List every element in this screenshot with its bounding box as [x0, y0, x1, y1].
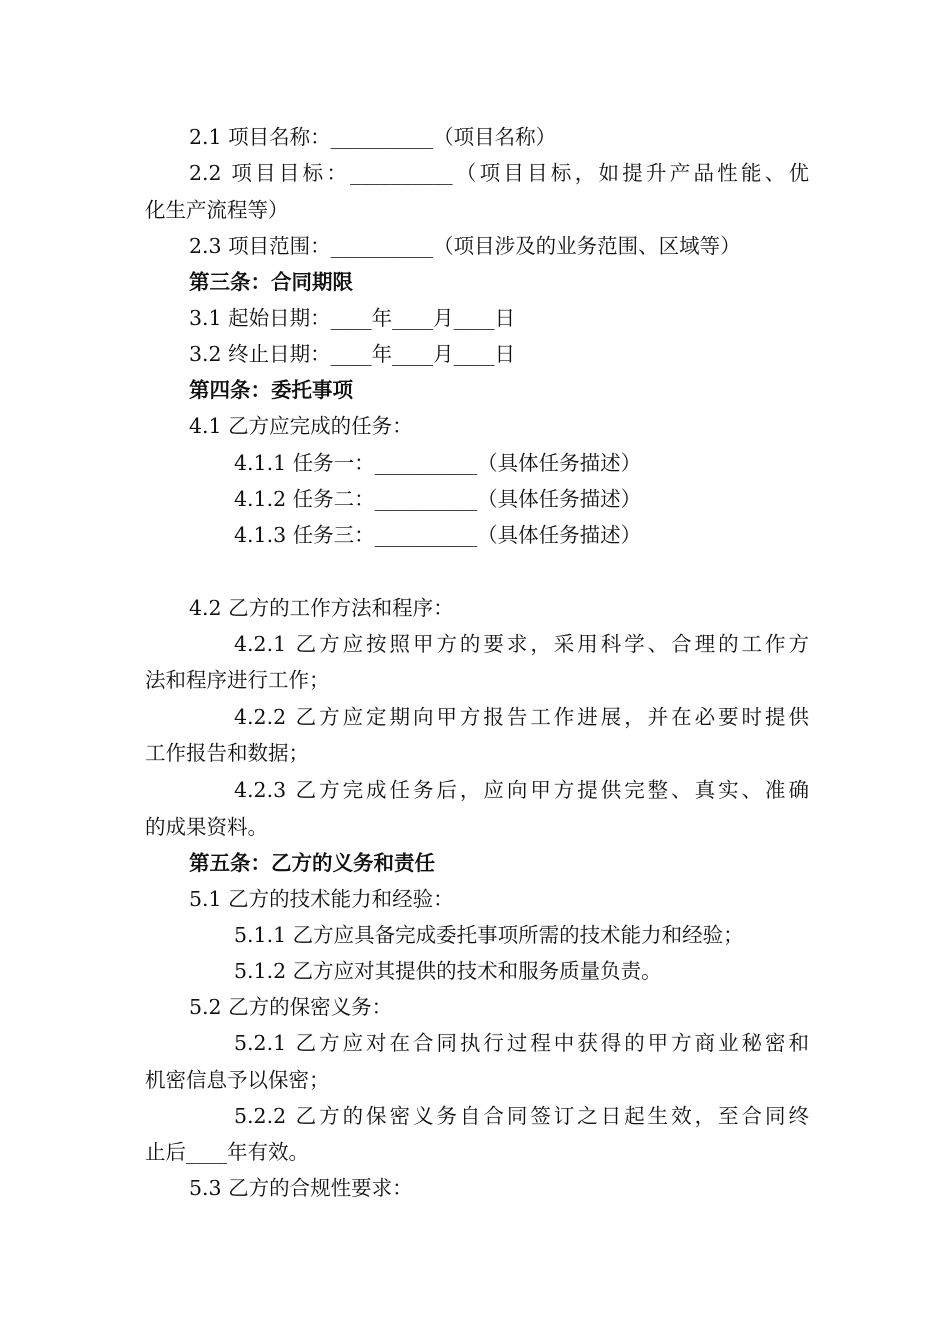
clause-4-1-2: 4.1.2 任务二：__________（具体任务描述） — [234, 487, 642, 511]
clause-4-2-3-cont: 的成果资料。 — [145, 815, 268, 839]
clause-4-2-2: 4.2.2 乙方应定期向甲方报告工作进展，并在必要时提供 — [234, 705, 809, 729]
clause-5-2-2: 5.2.2 乙方的保密义务自合同签订之日起生效，至合同终 — [234, 1104, 809, 1128]
article-3-heading: 第三条：合同期限 — [189, 270, 353, 294]
clause-2-2-cont: 化生产流程等） — [145, 198, 289, 222]
clause-3-1: 3.1 起始日期：____年____月____日 — [189, 306, 516, 330]
clause-5-1-1: 5.1.1 乙方应具备完成委托事项所需的技术能力和经验； — [234, 923, 744, 947]
clause-4-1-3: 4.1.3 任务三：__________（具体任务描述） — [234, 523, 642, 547]
clause-4-2-1: 4.2.1 乙方应按照甲方的要求，采用科学、合理的工作方 — [234, 632, 809, 656]
clause-5-3: 5.3 乙方的合规性要求： — [189, 1176, 413, 1200]
article-5-heading: 第五条：乙方的义务和责任 — [189, 851, 435, 875]
clause-4-2-1-cont: 法和程序进行工作； — [145, 668, 330, 692]
clause-4-2: 4.2 乙方的工作方法和程序： — [189, 596, 454, 620]
clause-5-2-1-cont: 机密信息予以保密； — [145, 1068, 330, 1092]
clause-4-1: 4.1 乙方应完成的任务： — [189, 414, 413, 438]
clause-4-2-2-cont: 工作报告和数据； — [145, 741, 309, 765]
article-4-heading: 第四条：委托事项 — [189, 378, 353, 402]
clause-3-2: 3.2 终止日期：____年____月____日 — [189, 342, 516, 366]
clause-5-2: 5.2 乙方的保密义务： — [189, 995, 393, 1019]
clause-5-2-1: 5.2.1 乙方应对在合同执行过程中获得的甲方商业秘密和 — [234, 1031, 809, 1055]
clause-5-1: 5.1 乙方的技术能力和经验： — [189, 887, 454, 911]
clause-2-1: 2.1 项目名称：__________（项目名称） — [189, 125, 557, 149]
clause-4-2-3: 4.2.3 乙方完成任务后，应向甲方提供完整、真实、准确 — [234, 778, 809, 802]
clause-5-1-2: 5.1.2 乙方应对其提供的技术和服务质量负责。 — [234, 959, 662, 983]
clause-2-3: 2.3 项目范围：__________（项目涉及的业务范围、区域等） — [189, 234, 741, 258]
clause-2-2: 2.2 项目目标：__________（项目目标，如提升产品性能、优 — [189, 161, 809, 185]
clause-5-2-2-cont: 止后____年有效。 — [145, 1140, 309, 1164]
clause-4-1-1: 4.1.1 任务一：__________（具体任务描述） — [234, 451, 642, 475]
